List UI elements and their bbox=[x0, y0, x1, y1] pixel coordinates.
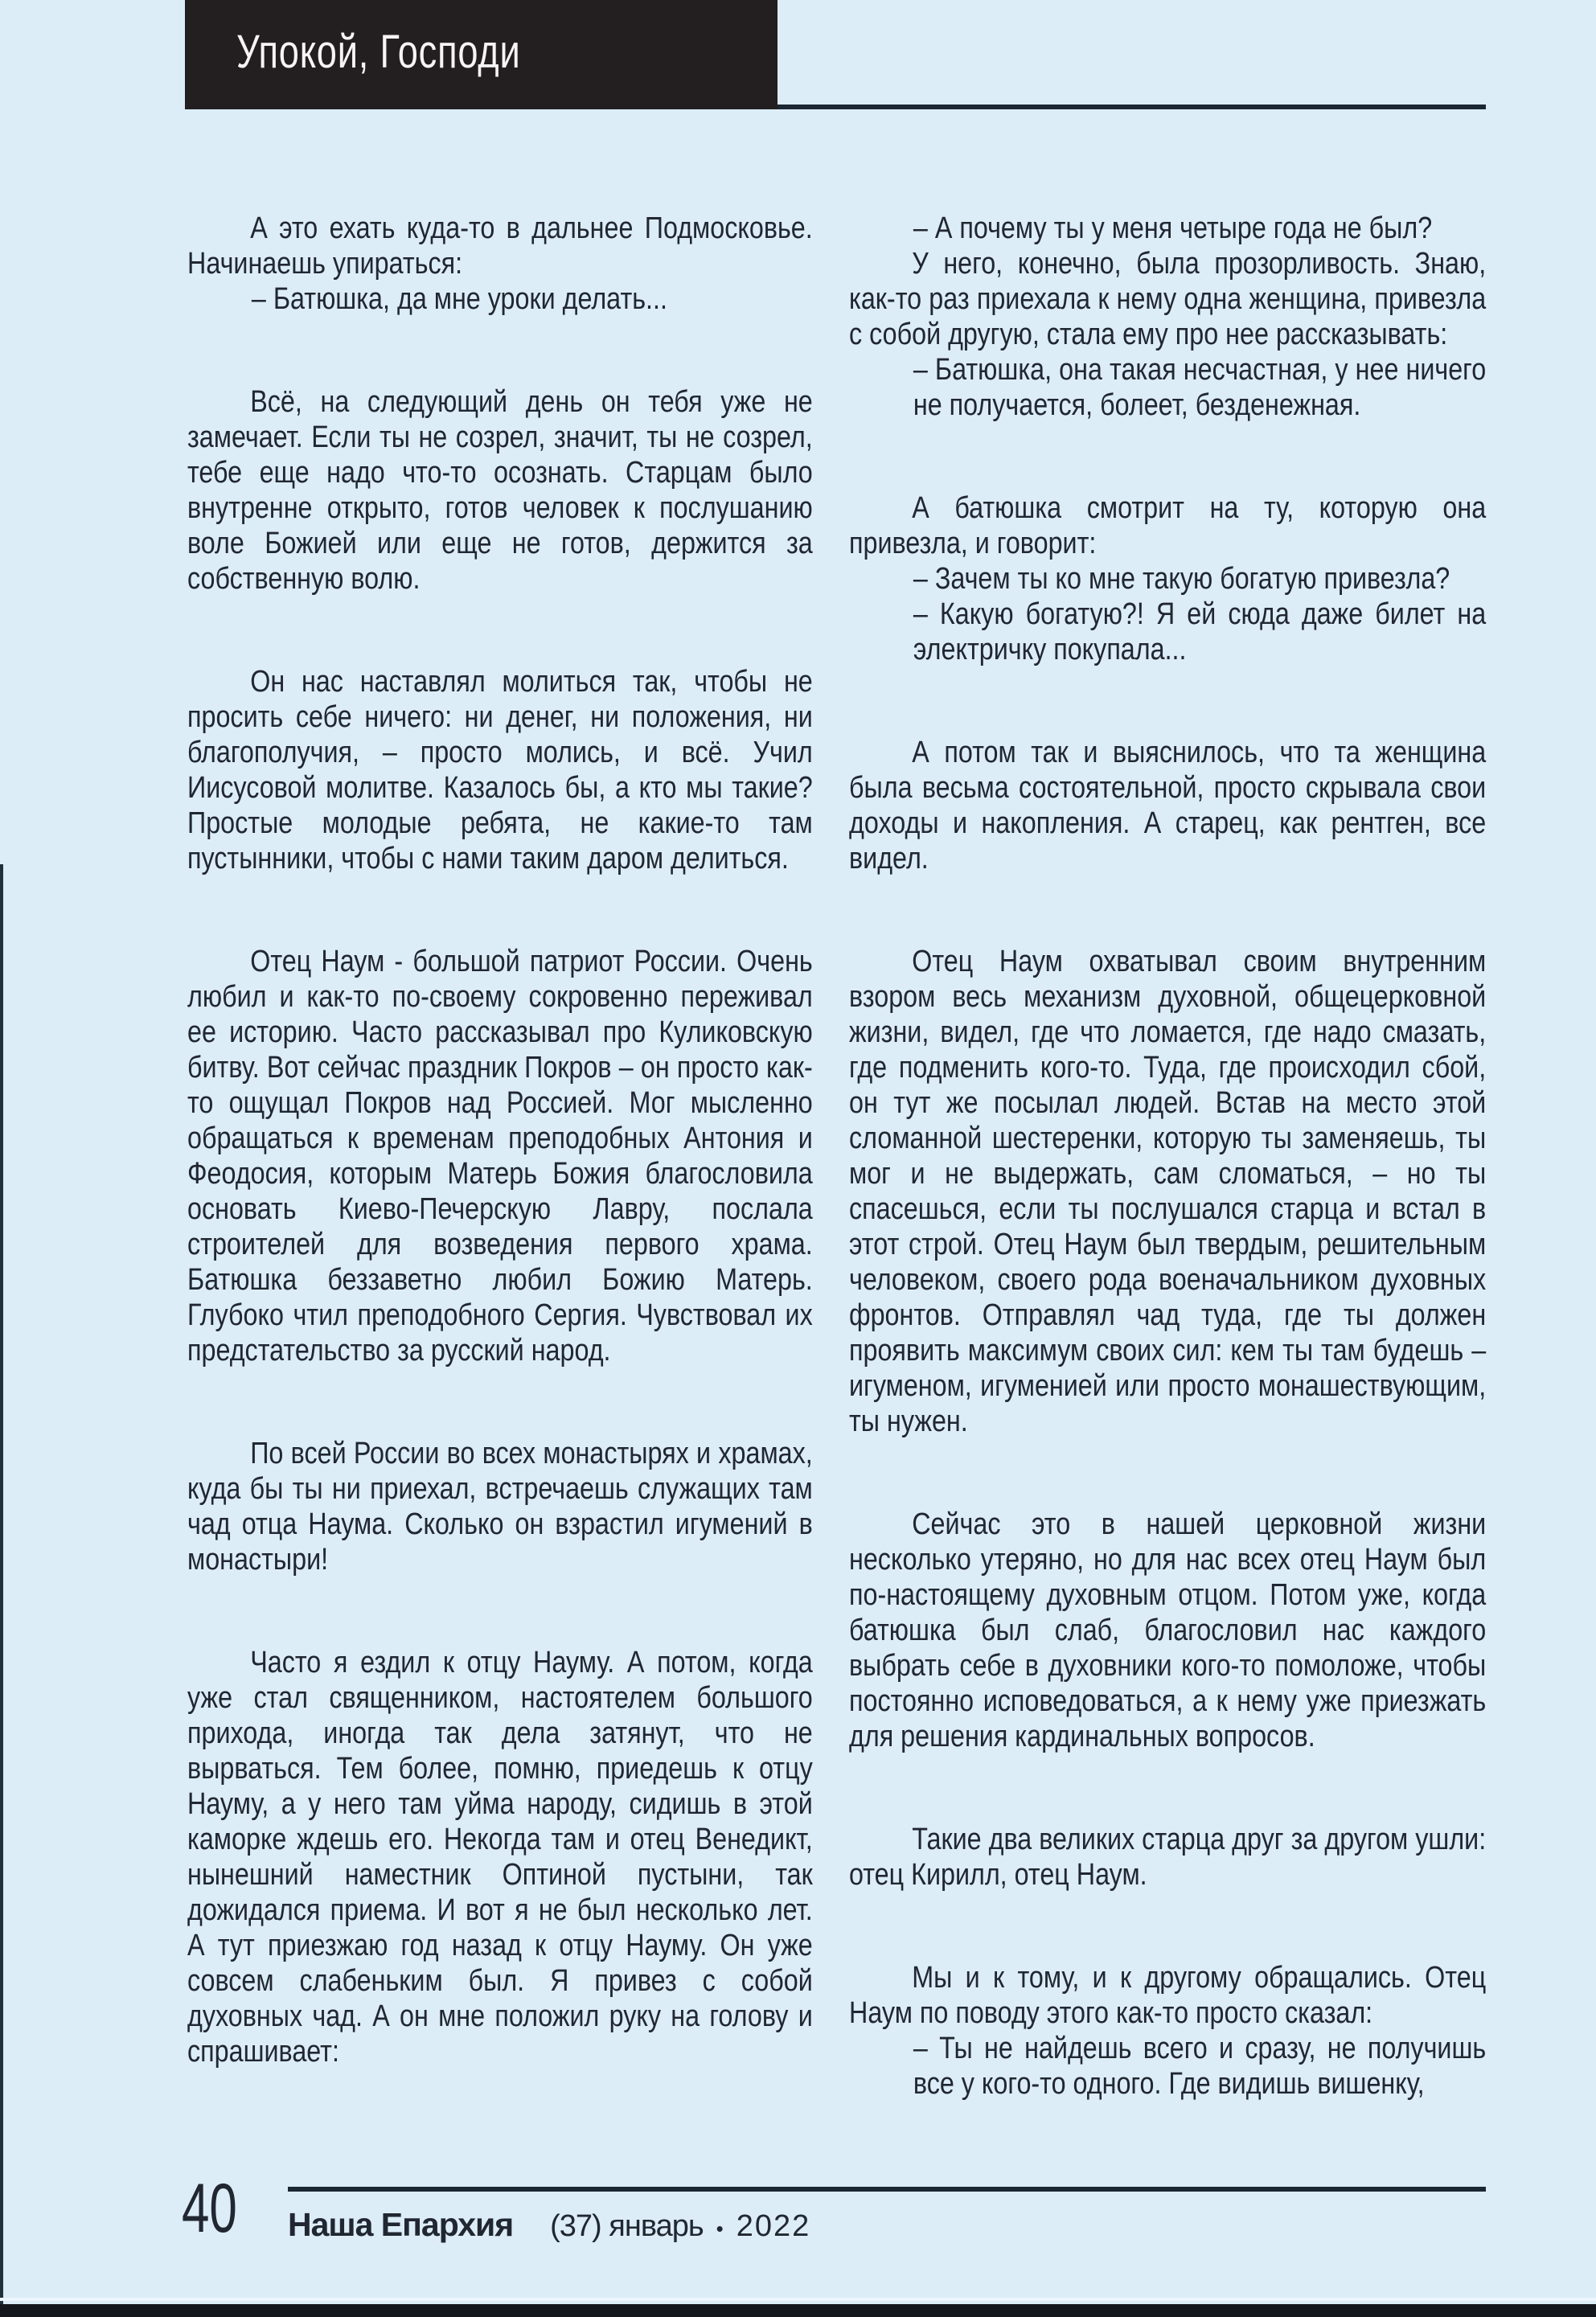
paragraph: По всей России во всех монастырях и храмах, куда бы ты ни приехал, встречаешь служащих там чад отца Наума. Сколько он взрастил игумений в монастыри! bbox=[187, 1437, 813, 1577]
paragraph: Мы и к тому, и к другому обращались. Отец Наум по поводу этого как-то просто сказал: bbox=[849, 1961, 1487, 2030]
text-column-left bbox=[187, 211, 813, 2069]
magazine-title: Наша Епархия bbox=[288, 2206, 514, 2243]
bottom-edge-highlight bbox=[0, 2298, 1596, 2301]
paragraph: А это ехать куда-то в дальнее Подмосковье. Начинаешь упираться: bbox=[187, 211, 813, 281]
text-column-right bbox=[849, 211, 1486, 2102]
dialogue-paragraph: – Ты не найдешь всего и сразу, не получишь все у кого-то одного. Где видишь вишенку, bbox=[913, 2032, 1487, 2101]
paragraph: Он нас наставлял молиться так, чтобы не просить себе ничего: ни денег, ни положения, ни благополучия, – просто молись, и всё. Учил Иисусовой молитве. Казалось бы, а кто мы такие? Простые молодые ребята, не какие-то там пустынники, чтобы с нами таким даром делиться. bbox=[187, 665, 813, 876]
article-header-banner bbox=[185, 0, 777, 109]
paragraph: Всё, на следующий день он тебя уже не замечает. Если ты не созрел, значит, ты не созрел, тебе еще надо что-то осознать. Старцам было внутренне открыто, готов человек к послушанию воле Божией или еще не готов, держится за собственную волю. bbox=[187, 385, 813, 596]
paragraph: Часто я ездил к отцу Науму. А потом, когда уже стал священником, настоятелем большого прихода, иногда так дела затянут, что не вырваться. Тем более, помню, приедешь к отцу Науму, а у него там уйма народу, сидишь в этой каморке ждешь его. Некогда там и отец Венедикт, нынешний наместник Оптиной пустыни, так дожидался приема. И вот я не был несколько лет. А тут приезжаю год назад к отцу Науму. Он уже совсем слабеньким был. Я привез с собой духовных чад. А он мне положил руку на голову и спрашивает: bbox=[187, 1646, 813, 2069]
issue-label: (37) январь bbox=[550, 2209, 704, 2243]
dialogue-paragraph: – А почему ты у меня четыре года не был? bbox=[913, 211, 1433, 245]
paragraph: А батюшка смотрит на ту, которую она привезла, и говорит: bbox=[849, 491, 1487, 560]
text-column-right-content bbox=[849, 211, 1486, 2102]
text-column-left-content bbox=[187, 211, 813, 2069]
issue-year: 2022 bbox=[736, 2209, 811, 2243]
paragraph: Такие два великих старца друг за другом ушли: отец Кирилл, отец Наум. bbox=[849, 1823, 1487, 1892]
paragraph: Сейчас это в нашей церковной жизни несколько утеряно, но для нас всех отец Наум был по-настоящему духовным отцом. Потом уже, когда батюшка был слаб, благословил нас каждого выбрать себе в духовники кого-то помоложе, чтобы постоянно исповедоваться, а к нему уже приезжать для решения кардинальных вопросов. bbox=[849, 1507, 1487, 1753]
bullet-separator: • bbox=[716, 2217, 724, 2241]
paragraph: У него, конечно, была прозорливость. Знаю, как-то раз приехала к нему одна женщина, привезла с собой другую, стала ему про нее рассказывать: bbox=[849, 247, 1487, 351]
page-edge-line bbox=[0, 864, 3, 2317]
footer-imprint bbox=[288, 2206, 810, 2244]
dialogue-paragraph: – Какую богатую?! Я ей сюда даже билет на электричку покупала... bbox=[913, 597, 1487, 666]
dialogue-paragraph: – Батюшка, она такая несчастная, у нее ничего не получается, болеет, безденежная. bbox=[913, 353, 1487, 422]
dialogue-paragraph: – Зачем ты ко мне такую богатую привезла? bbox=[913, 562, 1450, 596]
paragraph: Отец Наум охватывал своим внутренним взором весь механизм духовной, общецерковной жизни, видел, где что ломается, где надо смазать, где подменить кого-то. Туда, где происходил сбой, он тут же посылал людей. Встав на место этой сломанной шестеренки, которую ты заменяешь, ты мог и не выдержать, сам сломаться, – но ты спасешься, если ты послушался старца и встал в этот строй. Отец Наум был твердым, решительным человеком, своего рода военачальником духовных фронтов. Отправлял чад туда, где ты должен проявить максимум своих сил: кем ты там будешь – игуменом, игуменией или просто монашествующим, ты нужен. bbox=[849, 945, 1487, 1438]
paragraph: Отец Наум - большой патриот России. Очень любил и как-то по-своему сокровенно переживал ее историю. Часто рассказывал про Куликовскую битву. Вот сейчас праздник Покров – он просто как-то ощущал Покров над Россией. Мог мысленно обращаться к временам преподобных Антония и Феодосия, которым Матерь Божия благословила основать Киево-Печерскую Лавру, послала строителей для возведения первого храма. Батюшка беззаветно любил Божию Матерь. Глубоко чтил преподобного Сергия. Чувствовал их предстательство за русский народ. bbox=[187, 945, 813, 1368]
page-number: 40 bbox=[182, 2170, 237, 2247]
bottom-bar bbox=[0, 2304, 1596, 2317]
article-title: Упокой, Господи bbox=[236, 26, 521, 78]
dialogue-paragraph: – Батюшка, да мне уроки делать... bbox=[251, 282, 667, 316]
paragraph: А потом так и выяснилось, что та женщина была весьма состоятельной, просто скрывала свои доходы и накопления. А старец, как рентген, все видел. bbox=[849, 736, 1487, 876]
footer-rule bbox=[288, 2187, 1486, 2192]
